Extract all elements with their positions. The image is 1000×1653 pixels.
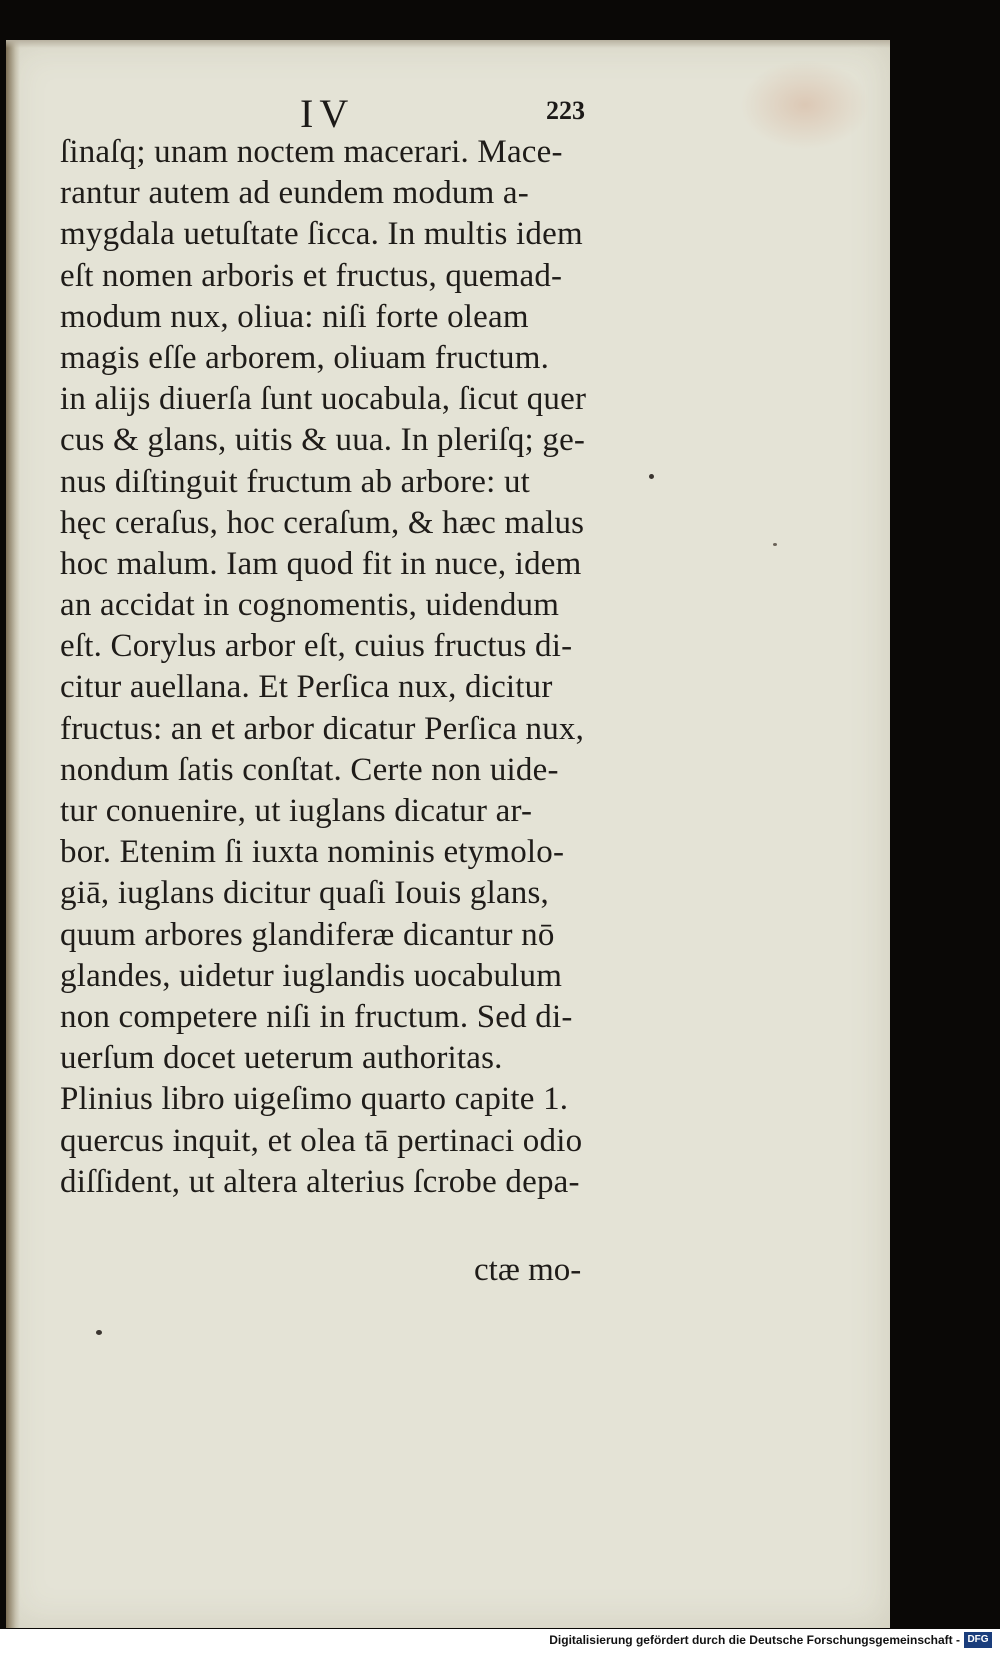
footer-bar xyxy=(0,1629,1000,1653)
text-line: non competere niſi in fructum. Sed di- xyxy=(60,998,573,1035)
book-page xyxy=(6,40,890,1628)
ink-speck xyxy=(96,1330,102,1335)
text-line: nus diſtinguit fructum ab arbore: ut xyxy=(60,463,531,500)
ink-speck xyxy=(773,543,777,546)
text-line: quercus inquit, et olea tā pertinaci odio xyxy=(60,1122,583,1159)
text-line: bor. Etenim ſi iuxta nominis etymolo- xyxy=(60,834,565,871)
text-line: eſt nomen arboris et fructus, quemad- xyxy=(60,257,563,294)
text-line: magis eſſe arborem, oliuam fructum. xyxy=(60,339,550,376)
text-line: quum arbores glandiferæ dicantur nō xyxy=(60,916,555,953)
text-line: in alijs diuerſa ſunt uocabula, ſicut quer xyxy=(60,381,587,418)
signature-mark: IV xyxy=(300,91,355,136)
text-line: Plinius libro uigeſimo quarto capite 1. xyxy=(60,1081,569,1118)
text-line: uerſum docet ueterum authoritas. xyxy=(60,1040,503,1077)
text-line: hoc malum. Iam quod fit in nuce, idem xyxy=(60,545,582,582)
text-line: mygdala uetuſtate ſicca. In multis idem xyxy=(60,216,583,253)
page-header xyxy=(6,40,890,140)
dfg-logo: DFG xyxy=(964,1632,992,1648)
funding-note: Digitalisierung gefördert durch die Deutsche Forschungsgemeinschaft - xyxy=(549,1633,960,1647)
text-line: hęc ceraſus, hoc ceraſum, & hæc malus xyxy=(60,504,585,541)
text-line: tur conuenire, ut iuglans dicatur ar- xyxy=(60,793,533,829)
page-gutter-shadow xyxy=(6,40,20,1628)
text-line: fructus: an et arbor dicatur Perſica nux, xyxy=(60,710,585,747)
text-line: ſinaſq; unam noctem macerari. Mace- xyxy=(60,134,563,170)
text-line: rantur autem ad eundem modum a- xyxy=(60,175,529,212)
text-line: an accidat in cognomentis, uidendum xyxy=(60,587,560,624)
page-number: 223 xyxy=(546,96,585,125)
text-line: giā, iuglans dicitur quaſi Iouis glans, xyxy=(60,875,549,912)
text-line: nondum ſatis conſtat. Certe non uide- xyxy=(60,751,559,788)
ink-speck xyxy=(649,474,654,479)
text-line: citur auellana. Et Perſica nux, dicitur xyxy=(60,669,553,706)
text-line: glandes, uidetur iuglandis uocabulum xyxy=(60,957,563,994)
text-line: modum nux, oliua: niſi forte oleam xyxy=(60,298,529,335)
catchword: ctæ mo- xyxy=(474,1252,582,1288)
text-line: diſſident, ut altera alterius ſcrobe depa- xyxy=(60,1163,580,1200)
body-text xyxy=(60,132,660,1203)
text-line: cus & glans, uitis & uua. In pleriſq; ge- xyxy=(60,422,586,459)
text-line: eſt. Corylus arbor eſt, cuius fructus di- xyxy=(60,628,573,665)
